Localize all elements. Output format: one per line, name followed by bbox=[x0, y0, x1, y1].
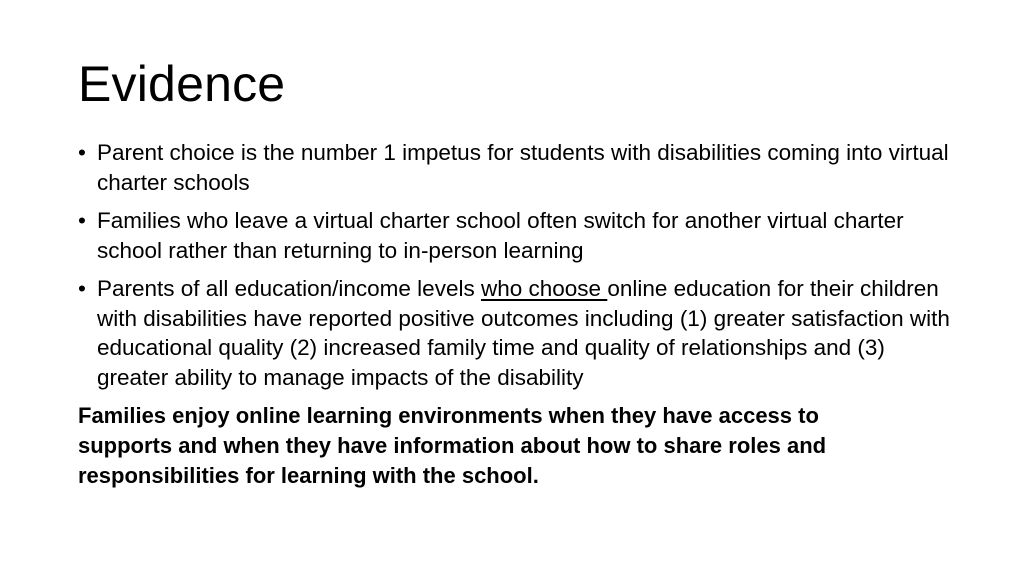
bullet-text-underlined: who choose bbox=[480, 276, 608, 301]
bullet-text: Families who leave a virtual charter school often switch for another virtual charter school rather than returning to in-person learning bbox=[97, 208, 904, 263]
bullet-dot-icon: • bbox=[78, 140, 86, 165]
bullet-dot-icon: • bbox=[78, 208, 86, 233]
bullet-item bbox=[78, 274, 958, 392]
bullet-item bbox=[78, 206, 958, 265]
bullet-text: Parent choice is the number 1 impetus for students with disabilities coming into virtual charter schools bbox=[97, 140, 949, 195]
bullet-dot-icon: • bbox=[78, 276, 86, 301]
bullet-item bbox=[78, 138, 958, 197]
conclusion-text: Families enjoy online learning environments when they have access to supports and when they have information about how to share roles and responsibilities for learning with the school. bbox=[78, 403, 827, 488]
bullet-text-part: online education for their children with disabilities have reported positive outcomes including (1) greater satisfaction with educational quality (2) increased family time and quality of relationships and (3) greater ability to manage impacts of the disability bbox=[97, 276, 950, 390]
bullet-text-part: Parents of all education/income levels bbox=[97, 276, 481, 301]
slide-body bbox=[78, 138, 958, 491]
slide-title: Evidence bbox=[78, 56, 286, 112]
